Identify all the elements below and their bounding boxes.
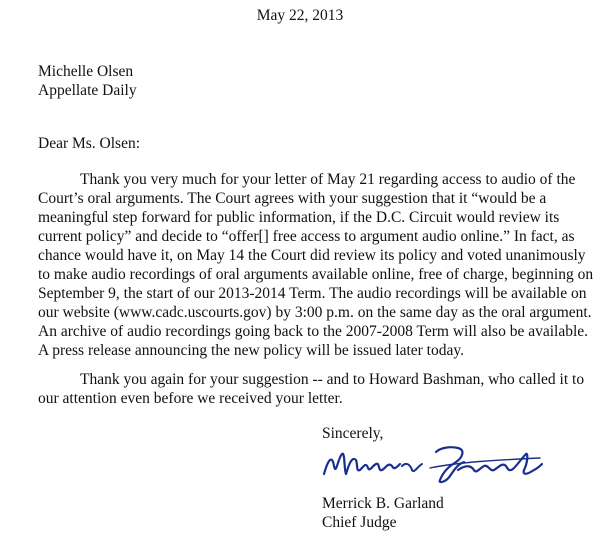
paragraph-line: Court’s oral arguments. The Court agrees with your suggestion that it “would be a: [38, 190, 547, 207]
paragraph-line: A press release announcing the new policy will be issued later today.: [38, 342, 464, 359]
body-paragraph-2: [38, 370, 583, 408]
signer-name: Merrick B. Garland: [322, 495, 444, 512]
body-paragraph-1: [38, 170, 594, 360]
paragraph-line: to make audio recordings of oral arguments available online, free of charge, beginning on: [38, 266, 594, 283]
signer-title: Chief Judge: [322, 514, 397, 531]
closing: Sincerely,: [322, 425, 384, 442]
letter-date: May 22, 2013: [256, 7, 344, 24]
paragraph-line: September 9, the start of our 2013-2014 Term. The audio recordings will be available on: [38, 285, 587, 302]
salutation: Dear Ms. Olsen:: [38, 135, 141, 152]
recipient-block: [38, 62, 137, 100]
recipient-name: Michelle Olsen: [38, 63, 134, 80]
paragraph-line: meaningful step forward for public information, if the D.C. Circuit would review its: [38, 209, 560, 226]
signature-image: [318, 440, 548, 488]
signer-block: [322, 494, 444, 532]
paragraph-line: An archive of audio recordings going back to the 2007-2008 Term will also be available.: [38, 323, 589, 340]
recipient-organization: Appellate Daily: [38, 82, 137, 99]
paragraph-line: Thank you very much for your letter of May 21 regarding access to audio of the: [80, 171, 576, 188]
paragraph-line: chance would have it, on May 14 the Court did review its policy and voted unanimously: [38, 247, 586, 264]
paragraph-line: Thank you again for your suggestion -- and to Howard Bashman, who called it to: [80, 371, 585, 388]
paragraph-line: our attention even before we received your letter.: [38, 390, 343, 407]
paragraph-line: current policy” and decide to “offer[] free access to argument audio online.” In fact, as: [38, 228, 575, 245]
paragraph-line: our website (www.cadc.uscourts.gov) by 3:00 p.m. on the same day as the oral argument.: [38, 304, 592, 321]
